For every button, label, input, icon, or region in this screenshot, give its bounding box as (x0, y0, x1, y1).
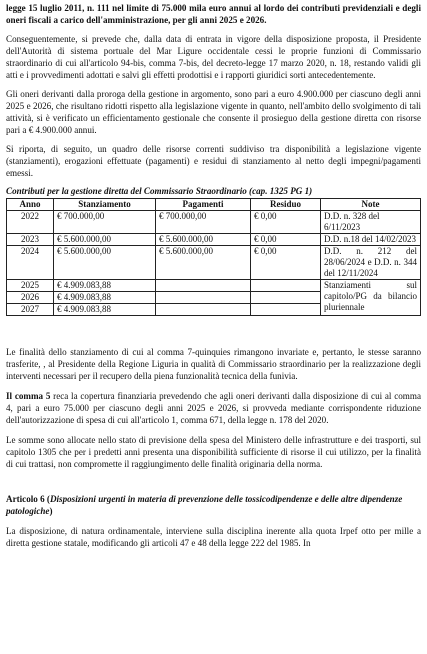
cell-residuo: € 0,00 (251, 234, 321, 246)
cell-anno: 2026 (7, 292, 54, 304)
article-title: Disposizioni urgenti in materia di prevenzione delle tossicodipendenze e delle altre dipendenze patologiche (6, 494, 403, 516)
contributions-table (6, 198, 421, 316)
cell-note-merged: Stanziamenti sul capitolo/PG da bilancio pluriennale (321, 280, 421, 316)
header-stanziamento: Stanziamento (54, 199, 156, 211)
paragraph-quadro: Si riporta, di seguito, un quadro delle risorse correnti suddiviso tra disponibilità a legislazione vigente (stanziamenti), erogazioni effettuate (pagamenti) e residui di stanziamento al netto degli impegni/pagamenti emessi. (6, 144, 421, 178)
table-row (7, 211, 421, 234)
cell-note: D.D. n. 328 del 6/11/2023 (321, 211, 421, 234)
cell-pagamenti: € 5.600.000,00 (156, 246, 251, 280)
cell-stanziamento: € 5.600.000,00 (54, 246, 156, 280)
article-close: ) (49, 506, 53, 516)
cell-stanziamento: € 4.909.083,88 (54, 292, 156, 304)
cell-stanziamento: € 5.600.000,00 (54, 234, 156, 246)
cell-residuo: € 0,00 (251, 211, 321, 234)
header-residuo: Residuo (251, 199, 321, 211)
cell-note: D.D. n. 212 del 28/06/2024 e D.D. n. 344 del 12/11/2024 (321, 246, 421, 280)
table-row (7, 234, 421, 246)
cell-residuo (251, 280, 321, 292)
cell-pagamenti: € 700.000,00 (156, 211, 251, 234)
cell-pagamenti (156, 292, 251, 304)
cell-stanziamento: € 4.909.083,88 (54, 304, 156, 316)
cell-stanziamento: € 700.000,00 (54, 211, 156, 234)
article-number: Articolo 6 ( (6, 494, 50, 504)
table-row (7, 246, 421, 280)
cell-residuo: € 0,00 (251, 246, 321, 280)
header-note: Note (321, 199, 421, 211)
cell-pagamenti (156, 280, 251, 292)
comma5-label: Il comma 5 (6, 391, 51, 401)
cell-stanziamento: € 4.909.083,88 (54, 280, 156, 292)
cell-residuo (251, 292, 321, 304)
cell-residuo (251, 304, 321, 316)
cell-pagamenti (156, 304, 251, 316)
header-pagamenti: Pagamenti (156, 199, 251, 211)
table-row (7, 280, 421, 292)
paragraph-somme: Le somme sono allocate nello stato di previsione della spesa del Ministero delle infrastrutture e dei trasporti, sul capitolo 1305 che per i predetti anni presenta una disponibilità sufficiente di risorse il cui utilizzo, per la finalità di cui trattasi, non compromette il raggiungimento delle finalità originaria della norma. (6, 435, 421, 469)
cell-anno: 2027 (7, 304, 54, 316)
article-heading (6, 493, 421, 517)
document-page (6, 2, 421, 549)
table-header-row (7, 199, 421, 211)
paragraph-irpef: La disposizione, di natura ordinamentale, interviene sulla disciplina inerente alla quota Irpef otto per mille a diretta gestione statale, modificando gli articoli 47 e 48 della legge 222 del 1985. In (6, 526, 421, 548)
paragraph-finalita: Le finalità dello stanziamento di cui al comma 7-quinquies rimangono invariate e, pertanto, le stesse saranno trasferite, , al Presidente della Regione Liguria in qualità di Commissario straordinario per la realizzazione degli interventi necessari per il recupero della piena funzionalità tecnica della funivia. (6, 347, 421, 381)
paragraph-comma5 (6, 390, 421, 426)
intro-paragraph: legge 15 luglio 2011, n. 111 nel limite di 75.000 mila euro annui al lordo dei contributi previdenziali e degli oneri fiscali a carico dell'amministrazione, per gli anni 2025 e 2026. (6, 3, 421, 25)
cell-anno: 2024 (7, 246, 54, 280)
cell-anno: 2022 (7, 211, 54, 234)
cell-pagamenti: € 5.600.000,00 (156, 234, 251, 246)
comma5-text: reca la copertura finanziaria prevedendo che agli oneri derivanti dalla disposizione di cui al comma 4, pari a euro 75.000 per ciascuno degli anni 2025 e 2026, si provveda mediante corrispondente riduzione dell'autorizzazione di spesa di cui all'articolo 1, comma 671, della legge n. 178 del 2020. (6, 391, 421, 425)
cell-anno: 2023 (7, 234, 54, 246)
table-caption: Contributi per la gestione diretta del Commissario Straordinario (cap. 1325 PG 1) (6, 186, 313, 196)
cell-anno: 2025 (7, 280, 54, 292)
paragraph-oneri: Gli oneri derivanti dalla proroga della gestione in argomento, sono pari a euro 4.900.000 per ciascuno degli anni 2025 e 2026, che risultano ridotti rispetto alla legislazione vigente in quanto, nell'ambito dello svolgimento di tali attività, si è verificato un efficientamento gestionale che consente il prosieguo della gestione diretta con risorse pari a € 4.900.000 annui. (6, 89, 421, 135)
paragraph-commissioner: Conseguentemente, si prevede che, dalla data di entrata in vigore della disposizione proposta, il Presidente dell'Autorità di sistema portuale del Mar Ligure occidentale cessi le proprie funzioni di Commissario straordinario di cui all'articolo 94-bis, comma 7-bis, del decreto-legge 17 marzo 2020, n. 18, restando validi gli atti e i provvedimenti adottati e salvi gli effetti prodottisi e i rapporti giuridici sorti antecedentemente. (6, 34, 421, 80)
header-anno: Anno (7, 199, 54, 211)
cell-note: D.D. n.18 del 14/02/2023 (321, 234, 421, 246)
